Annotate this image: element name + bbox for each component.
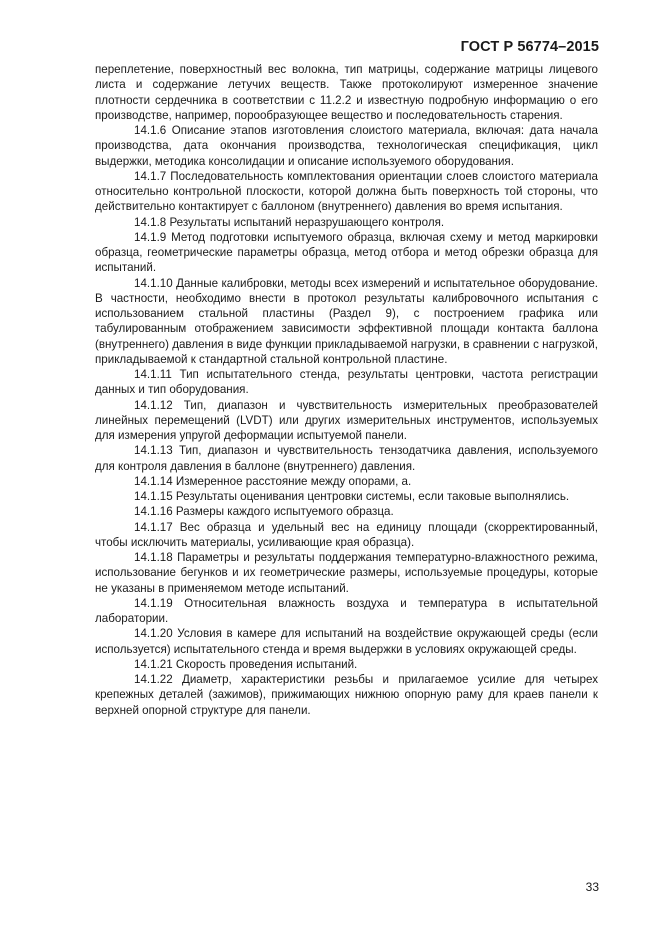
paragraph-continuation: переплетение, поверхностный вес волокна, тип матрицы, содержание матрицы лицевого листа и содержание летучих веществ. Также протоколируют измеренное значение плотности сердечника в соответствии с 11.2.2 и известную подробную информацию о его производстве, например, порообразующее вещество и последовательность старения. [95, 63, 598, 122]
paragraph-14-1-10: 14.1.10 Данные калибровки, методы всех измерений и испытательное оборудование. В частности, необходимо внести в протокол результаты калибровочного испытания с использованием стальной пластины (Раздел 9), с построением графика или табулированным отображением зависимости эффективной площади контакта баллона (внутреннего) давления в виде функции прикладываемой нагрузки, в сравнении с нагрузкой, прикладываемой к стандартной стальной контрольной пластине. [95, 276, 598, 366]
paragraph-14-1-9: 14.1.9 Метод подготовки испытуемого образца, включая схему и метод маркировки образца, геометрические параметры образца, метод отбора и метод обрезки образца для испытаний. [95, 230, 598, 275]
paragraph-14-1-17: 14.1.17 Вес образца и удельный вес на единицу площади (скорректированный, чтобы исключить материалы, усиливающие края образца). [95, 520, 598, 549]
paragraph-14-1-16: 14.1.16 Размеры каждого испытуемого образца. [134, 505, 394, 519]
paragraph-14-1-12: 14.1.12 Тип, диапазон и чувствительность измерительных преобразователей линейных перемещений (LVDT) или других измерительных инструментов, используемых для измерения упругой деформации испытуемой панели. [95, 398, 598, 442]
paragraph-14-1-18: 14.1.18 Параметры и результаты поддержания температурно-влажностного режима, использование бегунков и их геометрические размеры, используемые процедуры, которые не указаны в применяемом методе испытаний. [95, 551, 598, 595]
paragraph-14-1-14: 14.1.14 Измеренное расстояние между опорами, a. [134, 474, 412, 488]
paragraph-14-1-22: 14.1.22 Диаметр, характеристики резьбы и прилагаемое усилие для четырех крепежных деталей (зажимов), прижимающих нижнюю опорную раму для краев панели к верхней опорной структуре для панели. [95, 673, 598, 717]
paragraph-14-1-19: 14.1.19 Относительная влажность воздуха и температура в испытательной лаборатории. [95, 596, 598, 625]
paragraph-14-1-6: 14.1.6 Описание этапов изготовления слоистого материала, включая: дата начала производства, дата окончания производства, технологическая спецификация, цикл выдержки, методика консолидации и описание используемого оборудования. [95, 124, 598, 168]
body-text [95, 62, 598, 718]
paragraph-14-1-7: 14.1.7 Последовательность комплектования ориентации слоев слоистого материала относительно контрольной плоскости, которой должна быть поверхность той стороны, что действительно контактирует с баллоном (внутреннего) давления во время испытания. [95, 169, 598, 214]
paragraph-14-1-15: 14.1.15 Результаты оценивания центровки системы, если таковые выполнялись. [134, 490, 570, 503]
paragraph-14-1-21: 14.1.21 Скорость проведения испытаний. [134, 657, 358, 671]
paragraph-14-1-11: 14.1.11 Тип испытательного стенда, результаты центровки, частота регистрации данных и тип оборудования. [95, 368, 598, 397]
standard-header: ГОСТ Р 56774–2015 [460, 39, 599, 55]
paragraph-14-1-8: 14.1.8 Результаты испытаний неразрушающего контроля. [134, 215, 445, 229]
page-number: 33 [585, 880, 599, 894]
paragraph-14-1-13: 14.1.13 Тип, диапазон и чувствительность тензодатчика давления, используемого для контроля давления в баллоне (внутреннего) давления. [95, 444, 598, 473]
paragraph-14-1-20: 14.1.20 Условия в камере для испытаний на воздействие окружающей среды (если используется) испытательного стенда и время выдержки в условиях окружающей среды. [95, 627, 598, 656]
